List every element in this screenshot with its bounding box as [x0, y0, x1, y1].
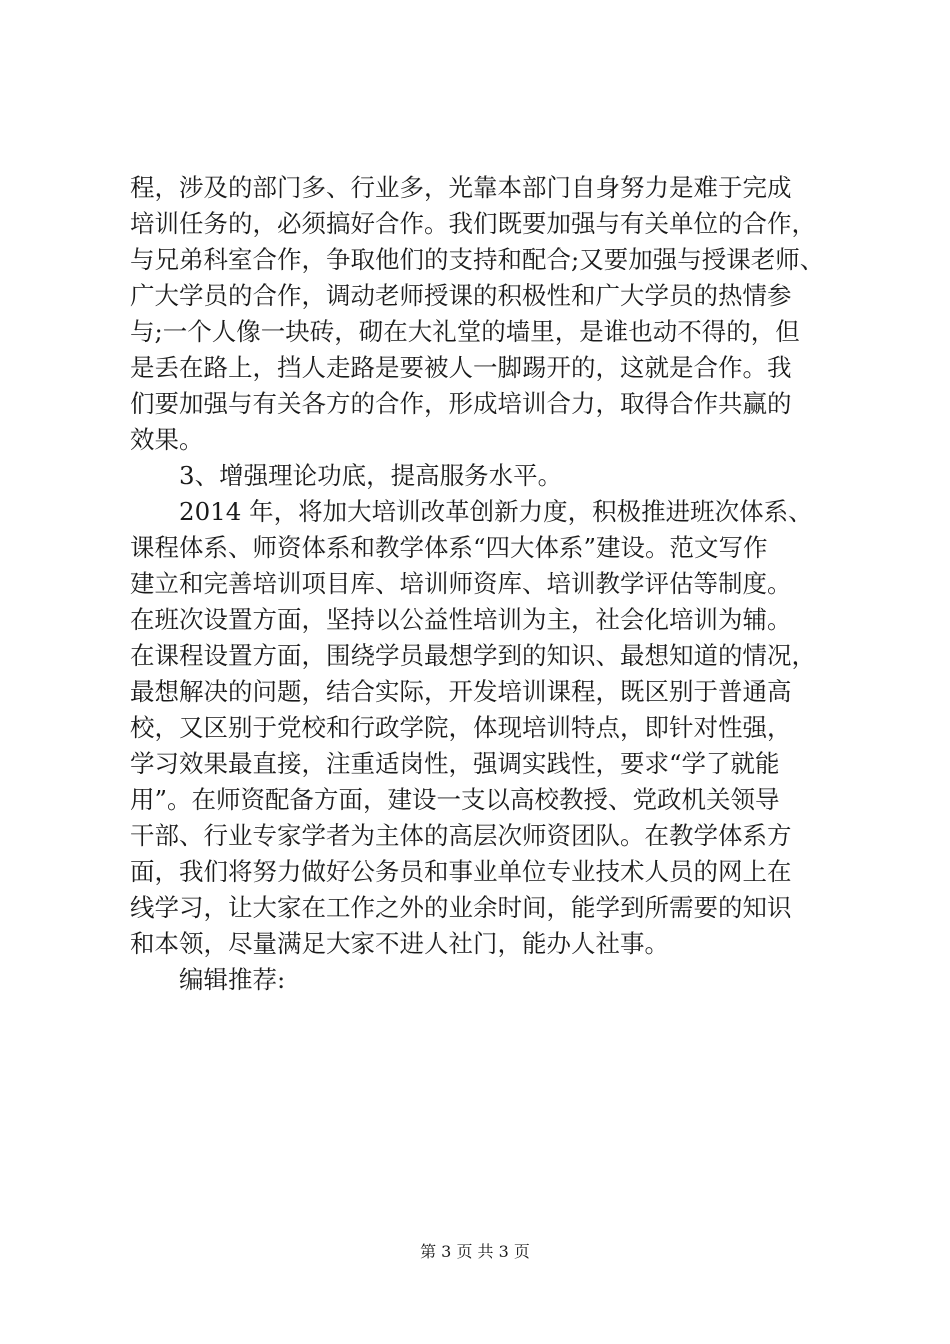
text-line: 效果。: [130, 425, 204, 454]
text-line: 干部、行业专家学者为主体的高层次师资团队。在教学体系方: [130, 821, 792, 850]
page-footer: 第 3 页 共 3 页: [420, 1242, 530, 1261]
text-line: 程，涉及的部门多、行业多，光靠本部门自身努力是难于完成: [130, 173, 792, 202]
body-text: [130, 170, 830, 998]
text-line: 是丢在路上，挡人走路是要被人一脚踢开的，这就是合作。我: [130, 353, 792, 382]
text-line: 用”。在师资配备方面，建设一支以高校教授、党政机关领导: [130, 785, 780, 814]
text-line: 和本领，尽量满足大家不进人社门，能办人社事。: [130, 929, 669, 958]
text-line: 与;一个人像一块砖，砌在大礼堂的墙里，是谁也动不得的，但: [130, 317, 800, 346]
text-line: 在班次设置方面，坚持以公益性培训为主，社会化培训为辅。: [130, 605, 792, 634]
text-line: 与兄弟科室合作，争取他们的支持和配合;又要加强与授课老师、: [130, 245, 825, 274]
text-line: 课程体系、师资体系和教学体系“四大体系”建设。范文写作: [130, 533, 768, 562]
text-line: 们要加强与有关各方的合作，形成培训合力，取得合作共赢的: [130, 389, 792, 418]
text-line: 最想解决的问题，结合实际，开发培训课程，既区别于普通高: [130, 677, 792, 706]
text-line: 培训任务的，必须搞好合作。我们既要加强与有关单位的合作，: [130, 209, 816, 238]
text-line: 线学习，让大家在工作之外的业余时间，能学到所需要的知识: [130, 893, 792, 922]
text-line: 3、增强理论功底，提高服务水平。: [179, 461, 563, 490]
text-line: 编辑推荐:: [179, 965, 286, 994]
text-line: 学习效果最直接，注重适岗性，强调实践性，要求“学了就能: [130, 749, 780, 778]
text-line: 广大学员的合作，调动老师授课的积极性和广大学员的热情参: [130, 281, 792, 310]
text-line: 建立和完善培训项目库、培训师资库、培训教学评估等制度。: [130, 569, 792, 598]
text-line: 在课程设置方面，围绕学员最想学到的知识、最想知道的情况，: [130, 641, 816, 670]
text-line: 2014 年，将加大培训改革创新力度，积极推进班次体系、: [179, 497, 813, 526]
text-line: 校，又区别于党校和行政学院，体现培训特点，即针对性强，: [130, 713, 792, 742]
text-line: 面，我们将努力做好公务员和事业单位专业技术人员的网上在: [130, 857, 792, 886]
